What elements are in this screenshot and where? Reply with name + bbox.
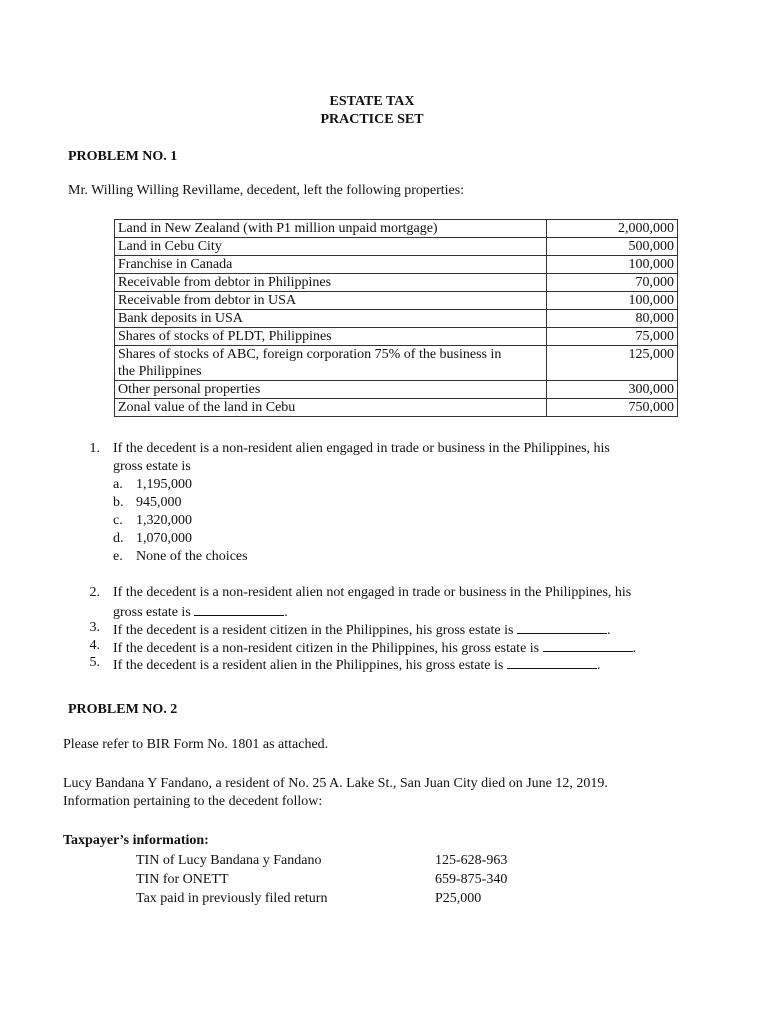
question-1-text: If the decedent is a non-resident alien engaged in trade or business in the Philippines, his <box>113 441 610 456</box>
choice-letter: d. <box>113 531 124 546</box>
choice-text: 1,195,000 <box>136 477 192 492</box>
problem2-para2: Information pertaining to the decedent follow: <box>63 794 323 809</box>
question-3-line: If the decedent is a resident citizen in the Philippines, his gross estate is . <box>113 619 610 640</box>
problem2-refer: Please refer to BIR Form No. 1801 as attached. <box>63 737 329 752</box>
property-label: Receivable from debtor in Philippines <box>115 274 547 292</box>
info-value: 659-875-340 <box>435 872 508 887</box>
property-label: Other personal properties <box>115 381 547 399</box>
info-value: P25,000 <box>435 891 482 906</box>
property-label: Receivable from debtor in USA <box>115 292 547 310</box>
doc-title: ESTATE TAX <box>329 94 415 109</box>
property-amount: 2,000,000 <box>547 220 678 238</box>
property-label: Bank deposits in USA <box>115 310 547 328</box>
question-number: 3. <box>89 620 100 635</box>
info-label: Tax paid in previously filed return <box>136 891 328 906</box>
answer-blank <box>194 601 284 616</box>
question-5-line: If the decedent is a resident alien in the Philippines, his gross estate is . <box>113 654 600 675</box>
property-amount: 70,000 <box>547 274 678 292</box>
question-number: 2. <box>89 585 100 600</box>
question-2-text-cont: gross estate is <box>113 605 191 620</box>
info-label: TIN for ONETT <box>136 872 229 887</box>
answer-blank <box>543 637 633 652</box>
table-row <box>115 310 678 328</box>
table-row <box>115 328 678 346</box>
choice-letter: a. <box>113 477 123 492</box>
property-label: Franchise in Canada <box>115 256 547 274</box>
property-label: Land in New Zealand (with P1 million unpaid mortgage) <box>115 220 547 238</box>
question-5-text: If the decedent is a resident alien in the Philippines, his gross estate is <box>113 658 504 673</box>
property-amount: 750,000 <box>547 399 678 417</box>
choice-text: 945,000 <box>136 495 182 510</box>
property-label: Zonal value of the land in Cebu <box>115 399 547 417</box>
table-row <box>115 274 678 292</box>
table-row <box>115 346 678 381</box>
table-row <box>115 399 678 417</box>
property-amount: 125,000 <box>547 346 678 381</box>
choice-text: 1,320,000 <box>136 513 192 528</box>
problem2-heading: PROBLEM NO. 2 <box>68 702 178 717</box>
question-number: 5. <box>89 655 100 670</box>
doc-subtitle: PRACTICE SET <box>320 112 424 127</box>
choice-text: None of the choices <box>136 549 248 564</box>
problem2-para1: Lucy Bandana Y Fandano, a resident of No. 25 A. Lake St., San Juan City died on June 12, 2019. <box>63 776 608 791</box>
problem1-heading: PROBLEM NO. 1 <box>68 149 178 164</box>
property-amount: 75,000 <box>547 328 678 346</box>
answer-blank <box>517 619 607 634</box>
question-3-text: If the decedent is a resident citizen in the Philippines, his gross estate is <box>113 623 514 638</box>
table-row <box>115 220 678 238</box>
question-4-text: If the decedent is a non-resident citizen in the Philippines, his gross estate is <box>113 641 540 656</box>
answer-blank <box>507 654 597 669</box>
properties-table <box>114 219 678 417</box>
choice-letter: e. <box>113 549 123 564</box>
question-4-line: If the decedent is a non-resident citizen in the Philippines, his gross estate is . <box>113 637 636 658</box>
question-1-text-cont: gross estate is <box>113 459 191 474</box>
property-amount: 80,000 <box>547 310 678 328</box>
property-label: Land in Cebu City <box>115 238 547 256</box>
question-2-line: gross estate is . <box>113 601 288 622</box>
problem1-intro: Mr. Willing Willing Revillame, decedent, left the following properties: <box>68 183 465 198</box>
question-number: 4. <box>89 638 100 653</box>
property-label-continued: the Philippines <box>118 364 202 379</box>
table-row <box>115 381 678 399</box>
table-row <box>115 292 678 310</box>
property-amount: 100,000 <box>547 256 678 274</box>
property-amount: 300,000 <box>547 381 678 399</box>
question-number: 1. <box>89 441 100 456</box>
choice-letter: b. <box>113 495 124 510</box>
property-amount: 500,000 <box>547 238 678 256</box>
property-amount: 100,000 <box>547 292 678 310</box>
property-label: Shares of stocks of PLDT, Philippines <box>115 328 547 346</box>
table-row <box>115 256 678 274</box>
table-row <box>115 238 678 256</box>
info-value: 125-628-963 <box>435 853 508 868</box>
taxpayer-info-heading: Taxpayer’s information: <box>63 833 209 848</box>
property-label: Shares of stocks of ABC, foreign corporation 75% of the business in <box>118 347 502 362</box>
choice-text: 1,070,000 <box>136 531 192 546</box>
info-label: TIN of Lucy Bandana y Fandano <box>136 853 322 868</box>
choice-letter: c. <box>113 513 123 528</box>
question-2-text: If the decedent is a non-resident alien not engaged in trade or business in the Philippines, his <box>113 585 632 600</box>
property-label-multiline <box>115 346 547 381</box>
